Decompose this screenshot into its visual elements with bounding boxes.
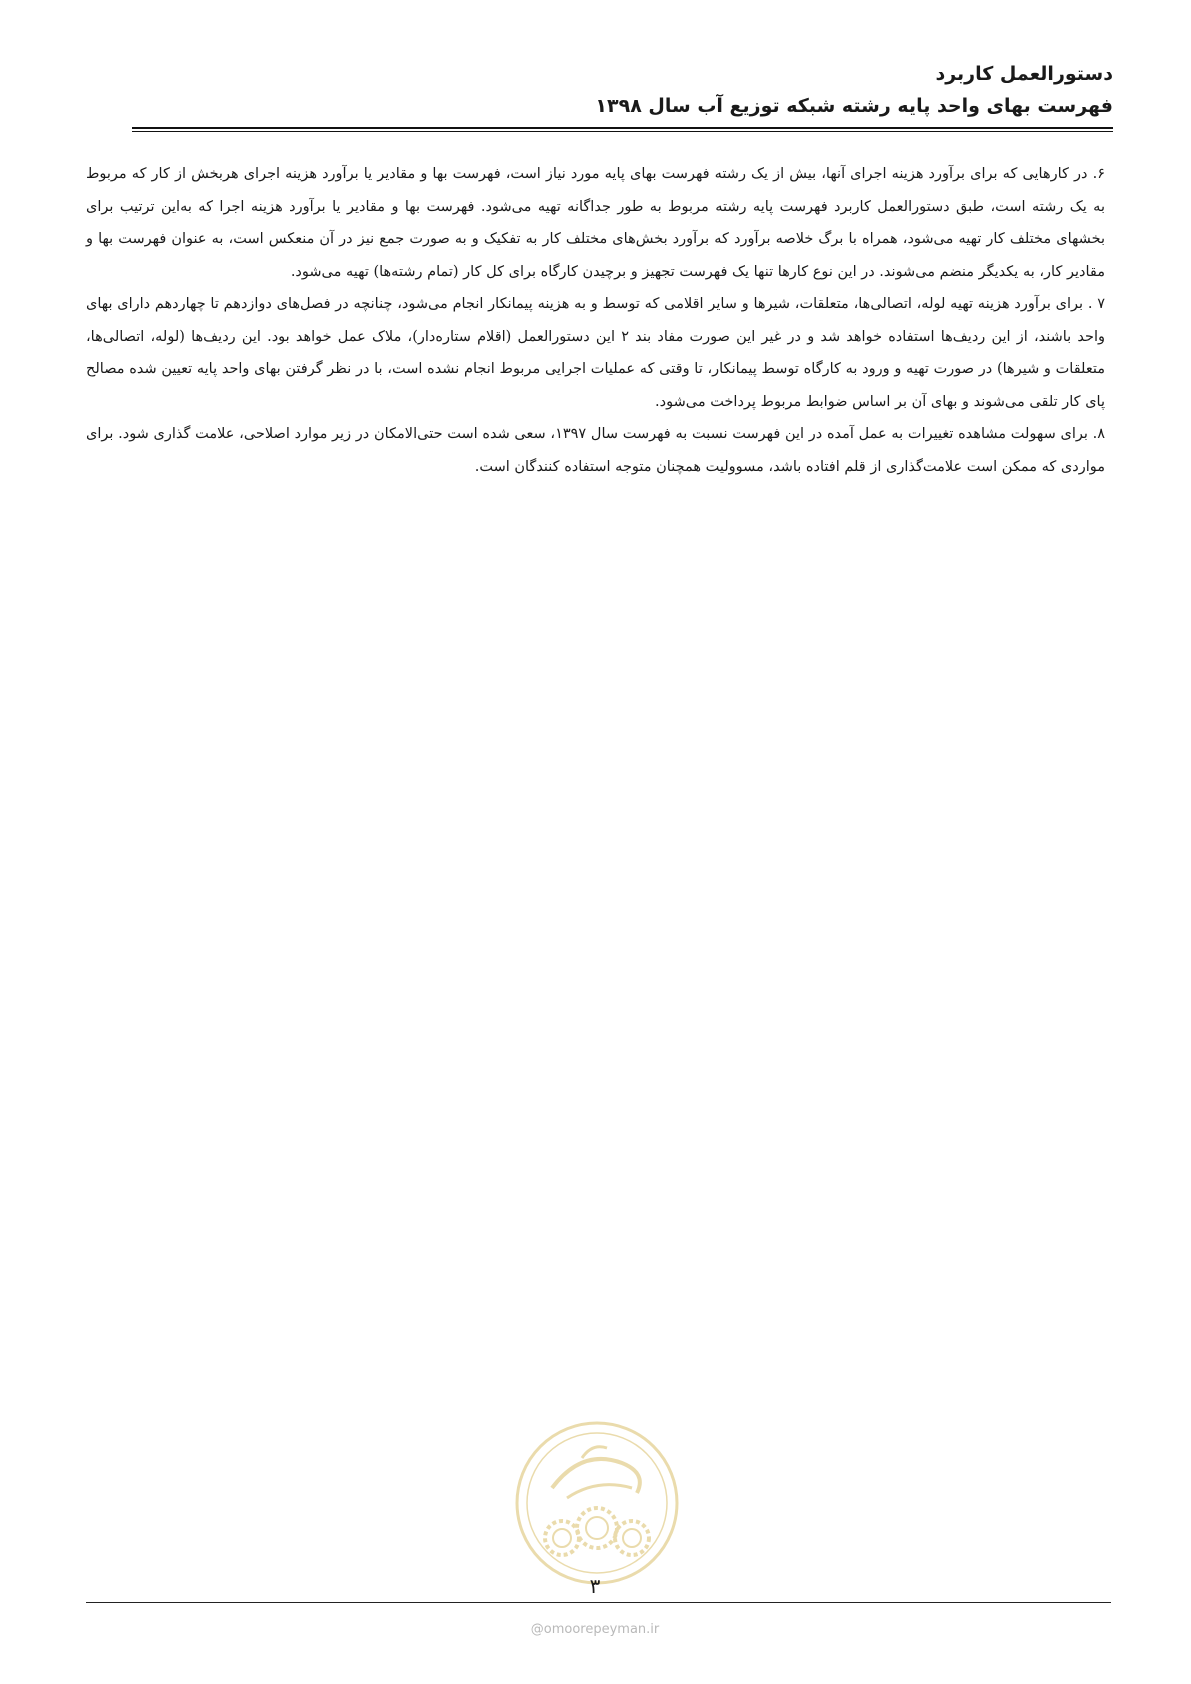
header-subtitle: فهرست بهای واحد پایه رشته شبکه توزیع آب سال ۱۳۹۸ xyxy=(595,95,1113,117)
watermark-logo-icon xyxy=(512,1418,682,1588)
paragraph-8: ۸. برای سهولت مشاهده تغییرات به عمل آمده در این فهرست نسبت به فهرست سال ۱۳۹۷، سعی شده است حتی‌الامکان در زیر موارد اصلاحی، علامت گذاری شود. برای مواردی که ممکن است علامت‌گذاری از قلم افتاده باشد، مسوولیت همچنان متوجه استفاده کنندگان است. xyxy=(86,426,1105,475)
paragraph-7: ۷ . برای برآورد هزینه تهیه لوله، اتصالی‌ها، متعلقات، شیرها و سایر اقلامی که توسط و به هزینه پیمانکار انجام می‌شود، چنانچه در فصل‌های دوازدهم تا چهاردهم دارای بهای واحد باشند، از این ردیف‌ها استفاده خواهد شد و در غیر این صورت مفاد بند ۲ این دستورالعمل (اقلام ستاره‌دار)، ملاک عمل خواهد بود. این ردیف‌ها (لوله، اتصالی‌ها، متعلقات و شیرها) در صورت تهیه و ورود به کارگاه توسط پیمانکار، تا وقتی که عملیات اجرایی مربوط انجام نشده است، با در نظر گرفتن بهای واحد پایه تعیین شده مصالح پای کار تلقی می‌شوند و بهای آن بر اساس ضوابط مربوط پرداخت می‌شود. xyxy=(86,296,1105,410)
footer-divider xyxy=(86,1602,1111,1603)
header-title: دستورالعمل کاربرد xyxy=(935,63,1113,85)
header-divider xyxy=(132,127,1113,132)
page-number: ۳ xyxy=(589,1574,601,1598)
document-body xyxy=(86,158,1105,483)
site-url-watermark: @omoorepeyman.ir xyxy=(530,1622,660,1637)
paragraph-6: ۶. در کارهایی که برای برآورد هزینه اجرای آنها، بیش از یک رشته فهرست بهای پایه مورد نیاز است، فهرست بها و مقادیر یا برآورد هزینه اجرای هربخش از کار که مربوط به یک رشته است، طبق دستورالعمل کاربرد فهرست پایه رشته مربوط به طور جداگانه تهیه می‌شود. فهرست بها و مقادیر یا برآورد هزینه اجرا که به‌این ترتیب برای بخشهای مختلف کار تهیه می‌شود، همراه با برگ خلاصه برآورد که برآورد بخش‌های مختلف کار به تفکیک و به صورت جمع نیز در آن منعکس است، به عنوان فهرست بها و مقادیر کار، به یکدیگر منضم می‌شوند. در این نوع کارها تنها یک فهرست تجهیز و برچیدن کارگاه برای کل کار (تمام رشته‌ها) تهیه می‌شود. xyxy=(86,166,1105,280)
page-header xyxy=(132,58,1113,122)
